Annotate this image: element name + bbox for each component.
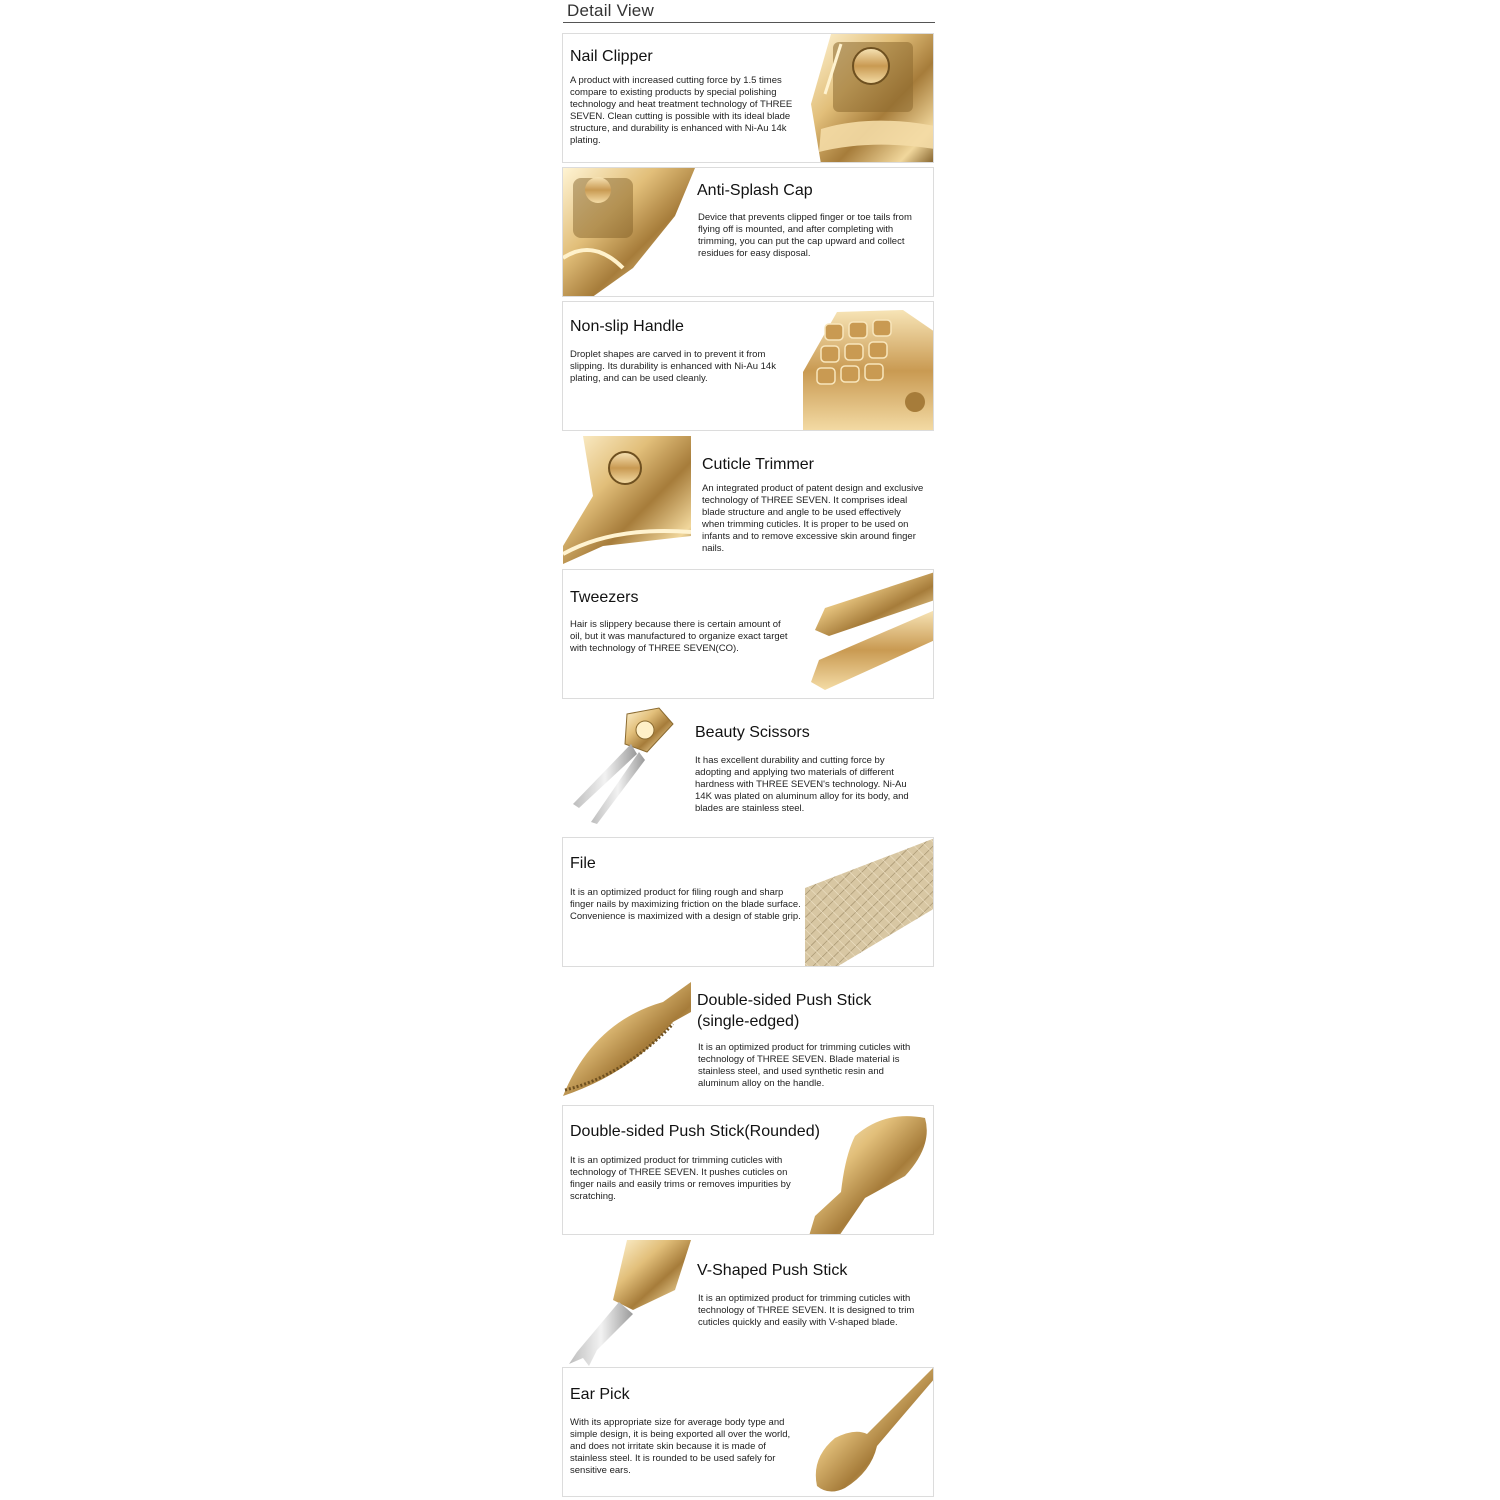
detail-item-push-stick-single-edged — [562, 971, 934, 1101]
item-description: Hair is slippery because there is certain amount of oil, but it was manufactured to organize exact target with technology of THREE SEVEN(CO). — [570, 619, 788, 654]
v-shaped-push-stick-image — [563, 1240, 691, 1368]
item-title: Tweezers — [570, 589, 639, 606]
detail-item-tweezers — [562, 569, 934, 699]
detail-item-nail-clipper — [562, 33, 934, 163]
item-description: Droplet shapes are carved in to prevent it from slipping. Its durability is enhanced with Ni-Au 14k plating, and can be used cleanly. — [570, 349, 776, 384]
item-description: It is an optimized product for trimming cuticles with technology of THREE SEVEN. Blade material is stainless steel, and used synthetic resin and aluminum alloy on the handle. — [698, 1042, 911, 1089]
item-title: Double-sided Push Stick (single-edged) — [697, 992, 872, 1030]
item-description: It is an optimized product for trimming cuticles with technology of THREE SEVEN. It pushes cuticles on finger nails and easily trims or removes impurities by scratching. — [570, 1155, 791, 1202]
item-description: With its appropriate size for average body type and simple design, it is being exported all over the world, and does not irritate skin because it is made of stainless steel. It is rounded to be used safely for sensitive ears. — [570, 1417, 791, 1476]
item-description: An integrated product of patent design and exclusive technology of THREE SEVEN. It comprises ideal blade structure and angle to be used effectively when trimming cuticles. It is proper to be used on infants and to remove excessive skin around finger nails. — [702, 483, 924, 554]
item-title: Anti-Splash Cap — [697, 182, 813, 199]
item-title: Ear Pick — [570, 1386, 630, 1403]
non-slip-handle-image — [803, 302, 934, 431]
item-title: File — [570, 855, 596, 872]
detail-item-cuticle-trimmer — [562, 435, 934, 565]
item-description: It is an optimized product for trimming cuticles with technology of THREE SEVEN. It is designed to trim cuticles quickly and easily with V-shaped blade. — [698, 1293, 915, 1328]
detail-item-non-slip-handle — [562, 301, 934, 431]
cuticle-trimmer-image — [563, 436, 691, 564]
detail-item-anti-splash-cap — [562, 167, 934, 297]
nail-clipper-image — [811, 34, 934, 163]
item-title: V-Shaped Push Stick — [697, 1262, 848, 1279]
item-title: Non-slip Handle — [570, 318, 684, 335]
item-description: It has excellent durability and cutting force by adopting and applying two materials of different hardness with THREE SEVEN's technology. Ni-Au 14K was plated on aluminum alloy for its body, and blades are stainless steel. — [695, 755, 909, 814]
detail-item-file — [562, 837, 934, 967]
anti-splash-cap-image — [563, 168, 695, 297]
detail-item-beauty-scissors — [562, 703, 934, 833]
ear-pick-image — [805, 1368, 934, 1497]
detail-item-v-shaped-push-stick — [562, 1239, 934, 1369]
push-stick-rounded-image — [805, 1106, 934, 1235]
page-title: Detail View — [567, 1, 654, 20]
item-description: Device that prevents clipped finger or toe tails from flying off is mounted, and after completing with trimming, you can put the cap upward and collect residues for easy disposal. — [698, 212, 912, 259]
item-title: Beauty Scissors — [695, 724, 810, 741]
item-description: It is an optimized product for filing rough and sharp finger nails by maximizing friction on the blade surface. Convenience is maximized with a design of stable grip. — [570, 887, 801, 922]
push-stick-single-edged-image — [563, 972, 691, 1100]
item-title: Cuticle Trimmer — [702, 456, 815, 473]
detail-item-ear-pick — [562, 1367, 934, 1497]
item-description: A product with increased cutting force by 1.5 times compare to existing products by special polishing technology and heat treatment technology of THREE SEVEN. Clean cutting is possible with its ideal blade structure, and durability is enhanced with Ni-Au 14k plating. — [570, 75, 793, 146]
tweezers-image — [803, 570, 934, 699]
item-title: Double-sided Push Stick(Rounded) — [570, 1123, 820, 1140]
detail-view-header — [563, 0, 935, 23]
item-title: Nail Clipper — [570, 48, 653, 65]
detail-item-push-stick-rounded — [562, 1105, 934, 1235]
file-image — [805, 838, 934, 967]
beauty-scissors-image — [563, 704, 691, 832]
